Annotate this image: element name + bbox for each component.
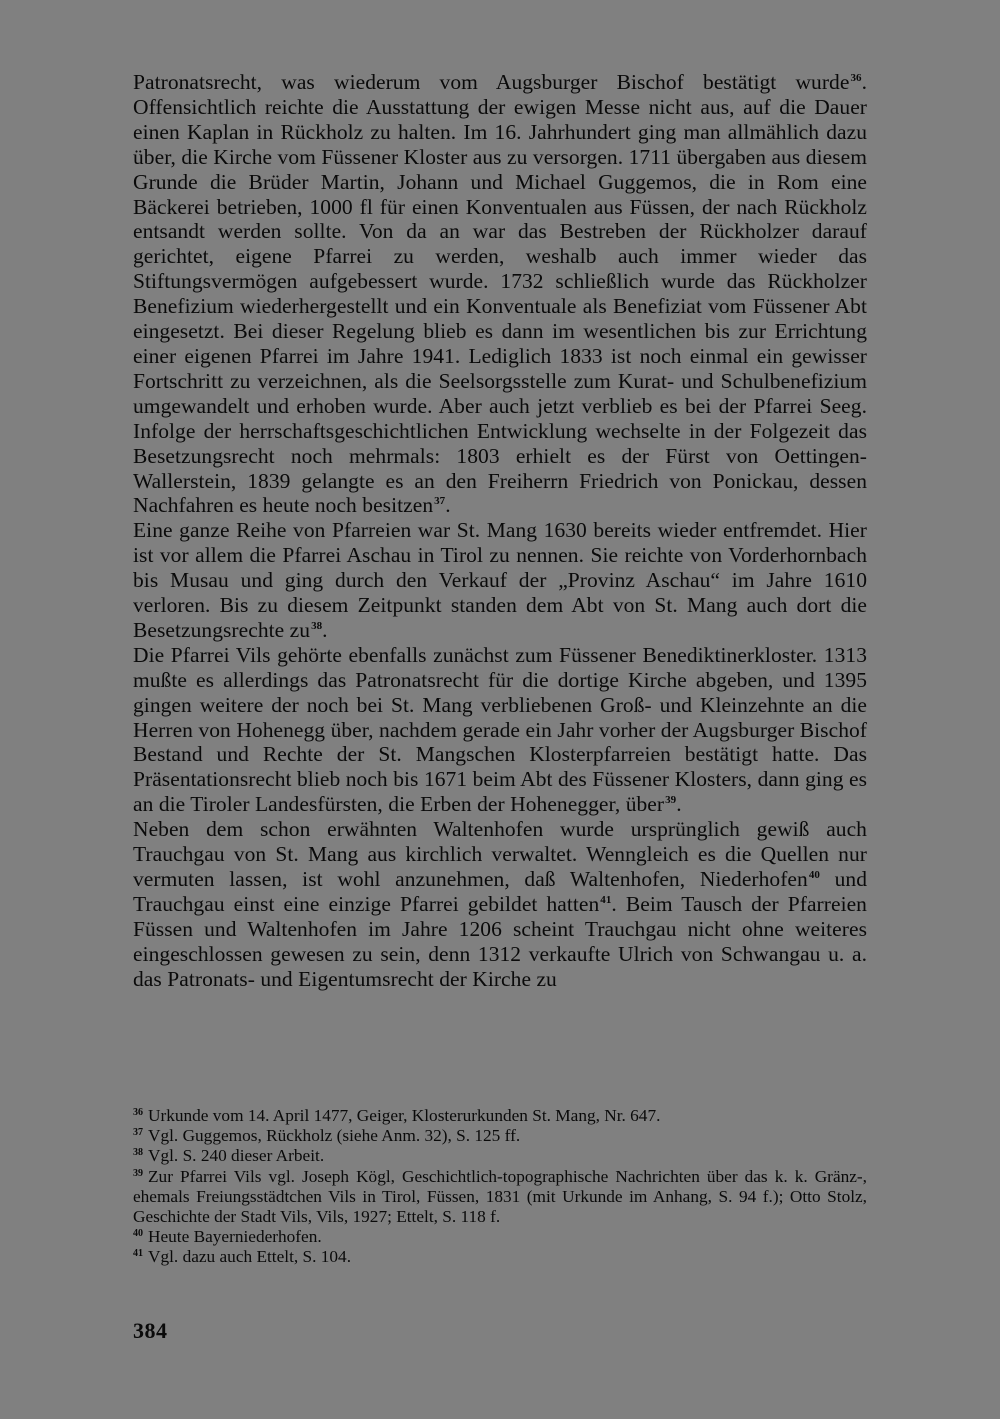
paragraph-text: Eine ganze Reihe von Pfarreien war St. Mang 1630 bereits wieder entfremdet. Hier ist vor allem die Pfarrei Aschau in Tirol zu nennen. Sie reichte von Vorderhornbach bis Musau und ging durch den Verkauf der „Provinz Aschau“ im Jahre 1610 verloren. Bis zu diesem Zeitpunkt standen dem Abt von St. Mang auch dort die Besetzungsrechte zu (133, 518, 867, 642)
paragraph-text: Die Pfarrei Vils gehörte ebenfalls zunächst zum Füssener Benediktinerkloster. 1313 mußte es allerdings das Patronatsrecht für die dortige Kirche abgeben, und 1395 gingen weitere der noch bei St. Mang verbliebenen Groß- und Kleinzehnte an die Herren von Hohenegg über, nachdem gerade ein Jahr vorher der Augsburger Bischof Bestand und Rechte der St. Mangschen Klosterpfarreien bestätigt hatte. Das Präsentationsrecht blieb noch bis 1671 beim Abt des Füssener Klosters, dann ging es an die Tiroler Landesfürsten, die Erben der Hohenegger, über (133, 642, 867, 817)
footnote-text: Zur Pfarrei Vils vgl. Joseph Kögl, Geschichtlich-topographische Nachrichten über das k. k. Gränz-, ehemals Freiungsstädtchen Vils in Tirol, Füssen, 1831 (mit Urkunde im Anhang, S. 94 f.); Otto Stolz, Geschichte der Stadt Vils, Vils, 1927; Ettelt, S. 118 f. (133, 1166, 867, 1227)
paragraph (133, 643, 867, 817)
paragraph-text: Neben dem schon erwähnten Waltenhofen wurde ursprünglich gewiß auch Trauchgau von St. Mang aus kirchlich verwaltet. Wenngleich es die Quellen nur vermuten lassen, ist wohl anzunehmen, daß Waltenhofen, Niederhofen (133, 817, 867, 891)
footnote-text: Vgl. dazu auch Ettelt, S. 104. (148, 1247, 352, 1267)
footnote-reference: 36 (850, 72, 862, 84)
body-text (133, 70, 867, 992)
footnote (133, 1167, 867, 1228)
paragraph-text: . (445, 493, 451, 518)
paragraph-text: . (322, 617, 328, 642)
footnote-number: 40 (133, 1228, 143, 1240)
page-content (133, 70, 867, 992)
paragraph-text: . Beim Tausch der Pfarreien Füssen und Waltenhofen im Jahre 1206 scheint Trauchgau nicht ohne weiteres eingeschlossen gewesen zu sein, denn 1312 verkaufte Ulrich von Schwangau u. a. das Patronats- und Eigentumsrecht der Kirche zu (133, 891, 867, 991)
footnote-text: Vgl. S. 240 dieser Arbeit. (148, 1146, 325, 1166)
footnotes (133, 1106, 867, 1268)
paragraph (133, 70, 867, 518)
footnote (133, 1247, 867, 1267)
paragraph-text: . (676, 792, 682, 817)
paragraph (133, 518, 867, 643)
footnote-number: 39 (133, 1167, 143, 1179)
paragraph-text: . Offensichtlich reichte die Ausstattung der ewigen Messe nicht aus, auf die Dauer einen Kaplan in Rückholz zu halten. Im 16. Jahrhundert ging man allmählich dazu über, die Kirche vom Füssener Kloster aus zu versorgen. 1711 übergaben aus diesem Grunde die Brüder Martin, Johann und Michael Guggemos, die in Rom eine Bäckerei betrieben, 1000 fl für einen Konventualen aus Füssen, der nach Rückholz entsandt werden sollte. Von da an war das Bestreben der Rückholzer darauf gerichtet, eigene Pfarrei zu werden, weshalb auch immer wieder das Stiftungsvermögen aufgebessert wurde. 1732 schließlich wurde das Rückholzer Benefizium wiederhergestellt und ein Konventuale als Benefiziat vom Füssener Abt eingesetzt. Bei dieser Regelung blieb es dann im wesentlichen bis zur Errichtung einer eigenen Pfarrei im Jahre 1941. Lediglich 1833 ist noch einmal ein gewisser Fortschritt zu verzeichnen, als die Seelsorgsstelle zum Kurat- und Schulbenefizium umgewandelt und erhoben wurde. Aber auch jetzt verblieb es bei der Pfarrei Seeg. Infolge der herrschaftsgeschichtlichen Entwicklung wechselte in der Folgezeit das Besetzungsrecht noch mehrmals: 1803 erhielt es der Fürst von Oettingen-Wallerstein, 1839 gelangte es an den Freiherrn Friedrich von Ponickau, dessen Nachfahren es heute noch besitzen (133, 70, 867, 518)
footnote-reference: 37 (434, 495, 446, 508)
footnote-text: Urkunde vom 14. April 1477, Geiger, Klosterurkunden St. Mang, Nr. 647. (148, 1106, 661, 1125)
footnote-reference: 40 (808, 869, 820, 881)
paragraph (133, 817, 867, 991)
footnote-number: 36 (133, 1107, 143, 1118)
footnote-number: 37 (133, 1127, 143, 1139)
footnote-reference: 39 (665, 794, 677, 807)
footnote-number: 38 (133, 1147, 143, 1159)
footnote-number: 41 (133, 1248, 143, 1260)
paragraph-text: Patronatsrecht, was wiederum vom Augsburger Bischof bestätigt wurde (133, 70, 850, 94)
footnote (133, 1106, 867, 1126)
footnote (133, 1146, 867, 1166)
page-number: 384 (133, 1318, 168, 1343)
footnote-text: Heute Bayerniederhofen. (148, 1227, 322, 1247)
footnote (133, 1126, 867, 1146)
footnote-reference: 38 (311, 619, 323, 632)
paragraph-text: und Trauchgau einst eine einzige Pfarrei gebildet hatten (133, 867, 868, 916)
footnote-reference: 41 (600, 893, 612, 906)
footnote-text: Vgl. Guggemos, Rückholz (siehe Anm. 32), S. 125 ff. (148, 1126, 521, 1146)
footnote (133, 1227, 867, 1247)
